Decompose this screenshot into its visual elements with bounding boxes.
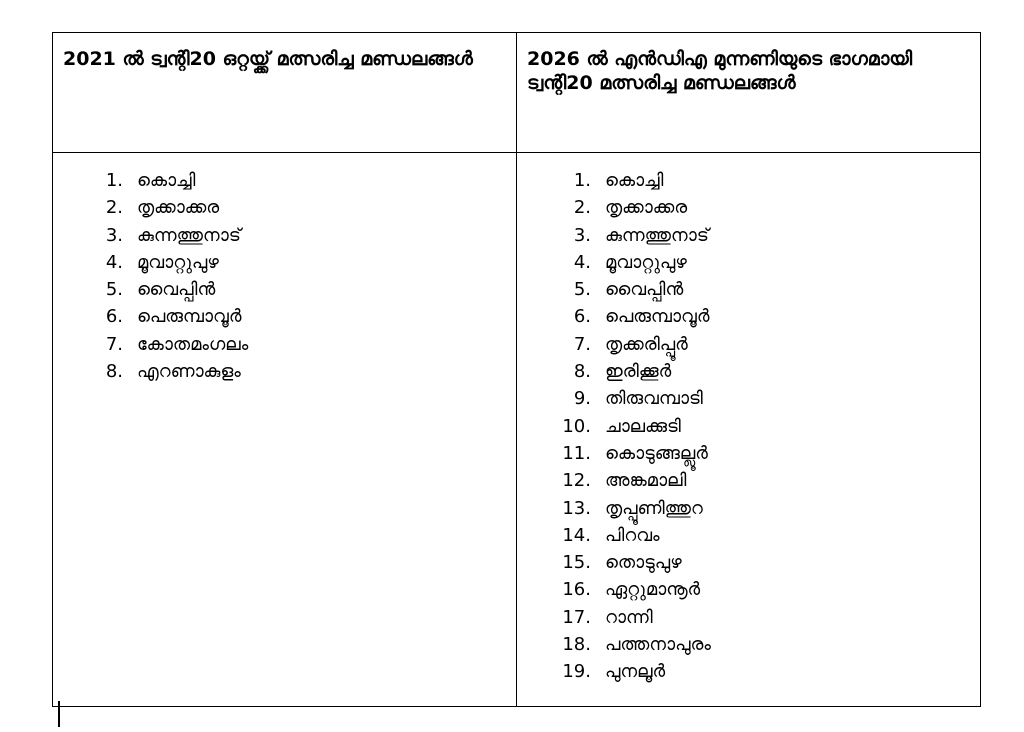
list-item-number: 12. (562, 470, 591, 492)
constituency-name: തൊടുപുഴ (605, 552, 682, 574)
right-list-item (517, 631, 980, 658)
list-cell-2026[interactable] (517, 153, 981, 707)
left-list-item (53, 358, 516, 385)
right-list-item (517, 194, 980, 221)
list-item-number: 17. (562, 606, 591, 628)
right-list-item (517, 522, 980, 549)
list-cell-2021[interactable] (53, 153, 517, 707)
constituency-name: ഏറ്റുമാനൂർ (605, 579, 701, 601)
list-item-number: 16. (562, 579, 591, 601)
header-2026[interactable]: 2026 ൽ എൻഡിഎ മുന്നണിയുടെ ഭാഗമായി ട്വന്റി20 മത്സരിച്ച മണ്ഡലങ്ങൾ (517, 33, 981, 153)
list-item-number: 3. (573, 224, 591, 246)
list-item-number: 11. (562, 442, 591, 464)
constituency-list-2026 (517, 167, 980, 686)
right-list-item (517, 495, 980, 522)
right-list-item (517, 249, 980, 276)
constituency-name: അങ്കമാലി (605, 470, 687, 492)
constituency-name: പുനലൂർ (605, 661, 666, 683)
right-list-item (517, 222, 980, 249)
table-body-row (53, 153, 981, 707)
constituency-name: റാന്നി (605, 606, 653, 628)
list-item-number: 18. (562, 634, 591, 656)
constituency-table (52, 32, 981, 707)
right-list-item (517, 385, 980, 412)
list-item-number: 15. (562, 552, 591, 574)
left-list-item (53, 249, 516, 276)
right-list-item (517, 658, 980, 685)
constituency-name: കുന്നത്തുനാട് (137, 224, 241, 246)
right-list-item (517, 604, 980, 631)
left-list-item (53, 222, 516, 249)
right-list-item (517, 467, 980, 494)
text-cursor (58, 701, 60, 727)
list-item-number: 7. (573, 333, 591, 355)
list-item-number: 6. (105, 306, 123, 328)
constituency-name: എറണാകുളം (137, 361, 241, 383)
constituency-name: കൊടുങ്ങല്ലൂർ (605, 442, 708, 464)
right-list-item (517, 303, 980, 330)
right-list-item (517, 358, 980, 385)
header-2021[interactable]: 2021 ൽ ട്വന്റി20 ഒറ്റയ്ക്ക് മത്സരിച്ച മണ്ഡലങ്ങൾ (53, 33, 517, 153)
constituency-name: ചാലക്കുടി (605, 415, 681, 437)
constituency-name: പെരുമ്പാവൂർ (137, 306, 242, 328)
list-item-number: 6. (573, 306, 591, 328)
list-item-number: 7. (105, 333, 123, 355)
right-list-item (517, 331, 980, 358)
left-list-item (53, 303, 516, 330)
constituency-name: തിരുവമ്പാടി (605, 388, 703, 410)
constituency-name: മൂവാറ്റുപുഴ (137, 251, 219, 273)
constituency-name: തൃക്കരിപ്പൂർ (605, 333, 688, 355)
constituency-name: പെരുമ്പാവൂർ (605, 306, 710, 328)
list-item-number: 9. (573, 388, 591, 410)
constituency-name: കൊച്ചി (137, 170, 196, 191)
constituency-list-2021 (53, 167, 516, 385)
list-item-number: 13. (562, 497, 591, 519)
list-item-number: 14. (562, 524, 591, 546)
constituency-name: വൈപ്പിൻ (137, 279, 216, 301)
right-list-item (517, 576, 980, 603)
constituency-name: ഇരിക്കൂർ (605, 361, 672, 383)
constituency-name: പിറവം (605, 524, 660, 546)
left-list-item (53, 276, 516, 303)
left-list-item (53, 194, 516, 221)
list-item-number: 8. (573, 361, 591, 383)
constituency-name: തൃക്കാക്കര (137, 197, 220, 219)
constituency-name: തൃക്കാക്കര (605, 197, 688, 219)
right-list-item (517, 413, 980, 440)
list-item-number: 3. (105, 224, 123, 246)
list-item-number: 2. (105, 197, 123, 219)
list-item-number: 4. (105, 251, 123, 273)
list-item-number: 5. (105, 279, 123, 301)
list-item-number: 1. (105, 170, 123, 191)
list-item-number: 1. (573, 170, 591, 191)
right-list-item (517, 549, 980, 576)
constituency-name: കോതമംഗലം (137, 333, 249, 355)
list-item-number: 8. (105, 361, 123, 383)
right-list-item (517, 276, 980, 303)
left-list-item (53, 331, 516, 358)
constituency-name: തൃപ്പൂണിത്തുറ (605, 497, 703, 519)
list-item-number: 10. (562, 415, 591, 437)
left-list-item (53, 167, 516, 194)
right-list-item (517, 167, 980, 194)
constituency-name: കൊച്ചി (605, 170, 664, 191)
constituency-name: വൈപ്പിൻ (605, 279, 684, 301)
constituency-name: പത്തനാപുരം (605, 634, 711, 656)
list-item-number: 2. (573, 197, 591, 219)
right-list-item (517, 440, 980, 467)
list-item-number: 19. (562, 661, 591, 683)
list-item-number: 4. (573, 251, 591, 273)
constituency-name: കുന്നത്തുനാട് (605, 224, 709, 246)
list-item-number: 5. (573, 279, 591, 301)
table-header-row (53, 33, 981, 153)
constituency-name: മൂവാറ്റുപുഴ (605, 251, 687, 273)
